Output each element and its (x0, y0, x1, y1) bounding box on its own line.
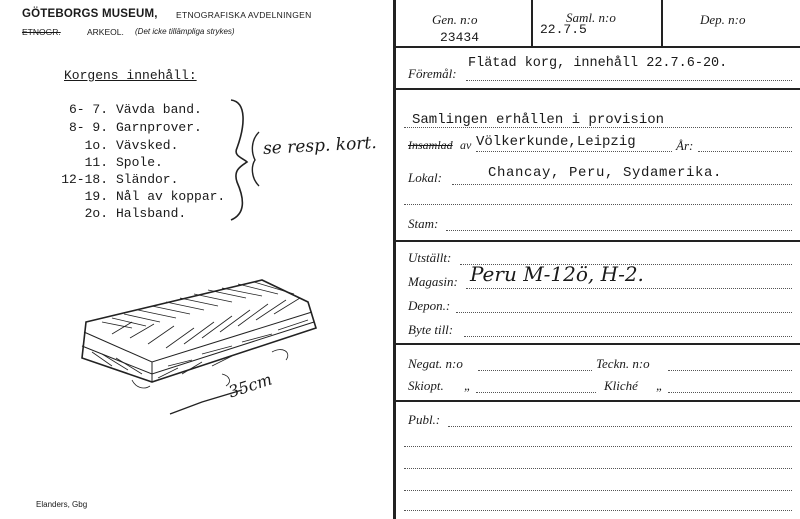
byte-till-line (464, 336, 792, 337)
gen-no-label: Gen. n:o (432, 12, 478, 27)
item-text: Garnprover. (116, 120, 202, 135)
item-number: 1o. (84, 138, 108, 153)
magasin-line (466, 288, 792, 289)
foremal-label: Föremål: (408, 66, 457, 81)
arkeol-label: ARKEOL. (87, 27, 124, 37)
card-left-border (393, 0, 396, 519)
item-number: 8- 9. (68, 120, 108, 135)
insamlad-label: Insamlad (408, 138, 453, 152)
publ-label: Publ.: (408, 412, 441, 427)
publ-line-1 (448, 426, 792, 427)
item-text: Halsband. (116, 206, 187, 221)
museum-name: GÖTEBORGS MUSEUM, (22, 8, 158, 20)
skiopt-ditto-mark: „ (464, 378, 472, 393)
item-text: Vävsked. (116, 138, 179, 153)
depon-line (456, 312, 792, 313)
skiopt-rule (394, 400, 800, 402)
size-note: 35cm (226, 369, 275, 402)
header-divider-1 (531, 0, 533, 46)
lokal-value: Chancay, Peru, Sydamerika. (488, 165, 723, 181)
item-number: 2o. (84, 206, 108, 221)
magasin-label: Magasin: (408, 274, 458, 289)
byte-till-label: Byte till: (408, 322, 454, 337)
negat-no-label: Negat. n:o (408, 356, 463, 371)
teckn-no-label: Teckn. n:o (596, 356, 650, 371)
provision-dotline (404, 127, 792, 128)
lokal-line-2 (404, 204, 792, 205)
item-text: Vävda band. (116, 102, 202, 117)
provision-line: Samlingen erhållen i provision (412, 112, 665, 128)
skiopt-label: Skiopt. (408, 378, 444, 393)
publ-line-2 (404, 446, 792, 447)
printer-mark: Elanders, Gbg (36, 500, 88, 509)
teckn-no-line (668, 370, 792, 371)
header-divider-2 (661, 0, 663, 46)
handwritten-brackets (225, 96, 265, 226)
stam-rule (394, 240, 800, 242)
item-text: Spole. (116, 155, 163, 170)
utstallt-label: Utställt: (408, 250, 452, 265)
item-number: 6- 7. (68, 102, 108, 117)
kliche-label: Kliché (604, 378, 638, 393)
item-text: Sländor. (116, 172, 179, 187)
av-value: Völkerkunde,Leipzig (476, 134, 636, 150)
strike-note: (Det icke tillämpliga strykes) (135, 27, 235, 36)
item-text: Nål av koppar. (116, 189, 226, 204)
saml-no-value: 22.7.5 (540, 22, 587, 37)
lokal-line (452, 184, 792, 185)
depon-label: Depon.: (408, 298, 451, 313)
dep-no-label: Dep. n:o (700, 12, 746, 27)
etnogr-label: ETNOGR. (22, 27, 61, 37)
basket-sketch (72, 262, 332, 422)
ar-label: År: (676, 138, 694, 153)
foremal-line (466, 80, 792, 81)
saml-no-label: Saml. n:o (566, 10, 616, 25)
publ-line-4 (404, 490, 792, 491)
department-name: ETNOGRAFISKA AVDELNINGEN (176, 10, 312, 20)
byte-rule (394, 343, 800, 345)
negat-no-line (478, 370, 592, 371)
bracket-note: se resp. kort. (262, 133, 378, 159)
item-number: 19. (84, 189, 108, 204)
ar-line (698, 151, 792, 152)
publ-line-3 (404, 468, 792, 469)
av-line (476, 151, 672, 152)
publ-line-5 (404, 510, 792, 511)
av-label: av (460, 138, 472, 152)
header-bottom-rule (394, 46, 800, 48)
lokal-label: Lokal: (408, 170, 442, 185)
kliche-line (668, 392, 792, 393)
magasin-value: Peru M-12ö, H-2. (470, 262, 644, 286)
foremal-value: Flätad korg, innehåll 22.7.6-20. (468, 56, 728, 71)
stam-label: Stam: (408, 216, 439, 231)
gen-no-value: 23434 (440, 30, 480, 45)
kliche-ditto-mark: „ (656, 378, 664, 393)
skiopt-line (476, 392, 596, 393)
item-number: 11. (84, 155, 108, 170)
contents-heading: Korgens innehåll: (64, 68, 197, 83)
stam-line (446, 230, 792, 231)
foremal-rule (394, 88, 800, 90)
item-number: 12-18. (61, 172, 108, 187)
